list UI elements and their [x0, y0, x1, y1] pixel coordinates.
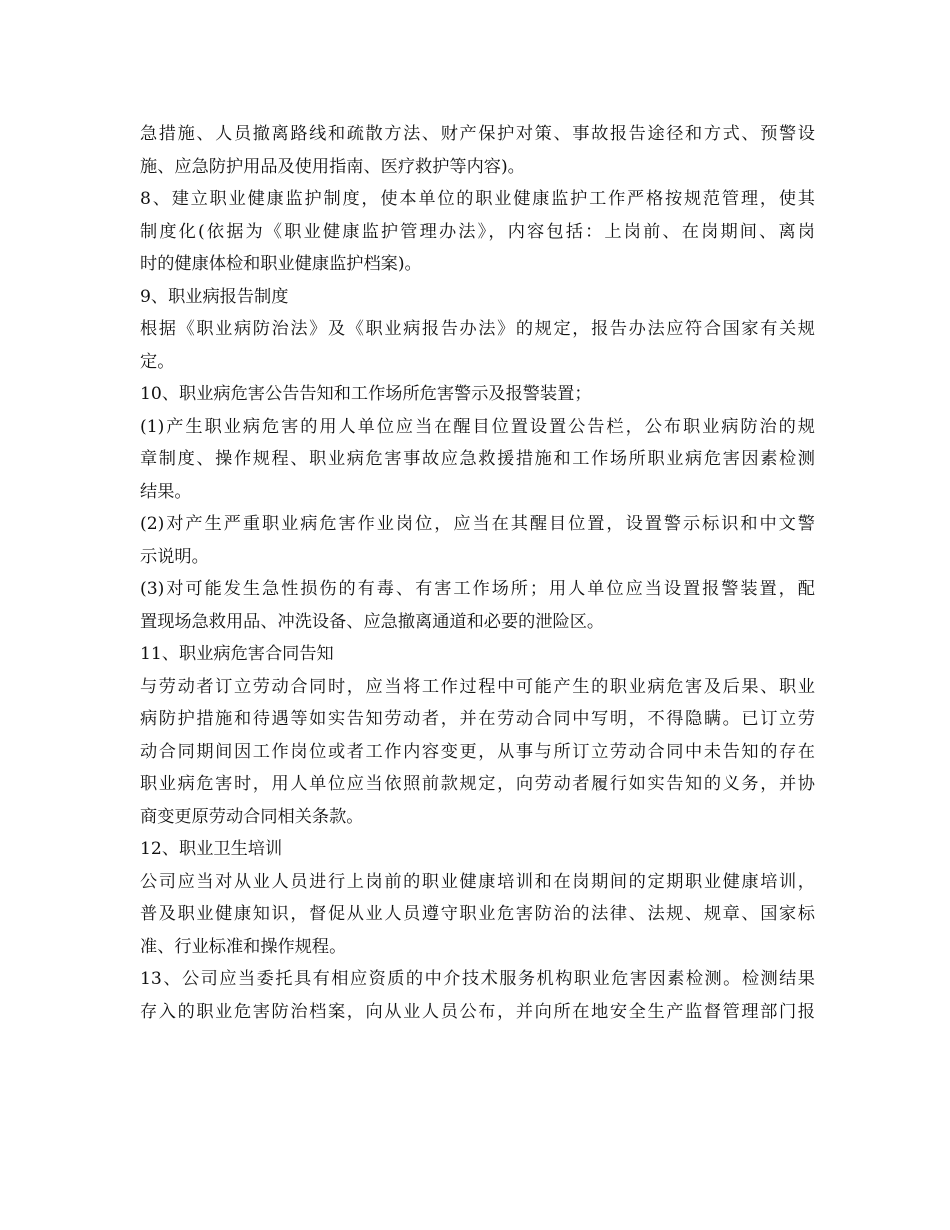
- text-line: 准、行业标准和操作规程。: [140, 936, 347, 957]
- text-line: 制度化(依据为《职业健康监护管理办法》，内容包括：上岗前、在岗期间、离岗: [140, 221, 815, 242]
- text-line: 公司应当对从业人员进行上岗前的职业健康培训和在岗期间的定期职业健康培训，: [140, 871, 815, 892]
- text-line: 存入的职业危害防治档案，向从业人员公布，并向所在地安全生产监督管理部门报: [140, 1001, 815, 1022]
- text-line: 动合同期间因工作岗位或者工作内容变更，从事与所订立劳动合同中未告知的存在: [140, 741, 815, 762]
- text-line: 根据《职业病防治法》及《职业病报告办法》的规定，报告办法应符合国家有关规: [140, 319, 815, 339]
- text-line: (3)对可能发生急性损伤的有毒、有害工作场所；用人单位应当设置报警装置，配: [140, 579, 815, 599]
- section-heading: 12、职业卫生培训: [140, 839, 283, 859]
- text-line: 职业病危害时，用人单位应当依照前款规定，向劳动者履行如实告知的义务，并协: [140, 774, 815, 794]
- text-line: 病防护措施和待遇等如实告知劳动者，并在劳动合同中写明，不得隐瞒。已订立劳: [140, 709, 815, 729]
- text-line: 置现场急救用品、冲洗设备、应急撤离通道和必要的泄险区。: [140, 611, 605, 632]
- text-line: 13、公司应当委托具有相应资质的中介技术服务机构职业危害因素检测。检测结果: [140, 969, 815, 989]
- text-line: 急措施、人员撤离路线和疏散方法、财产保护对策、事故报告途径和方式、预警设: [140, 124, 815, 144]
- text-line: 时的健康体检和职业健康监护档案)。: [140, 254, 422, 274]
- text-line: 示说明。: [140, 546, 209, 567]
- text-line: 施、应急防护用品及使用指南、医疗救护等内容)。: [140, 156, 525, 177]
- text-line: (1)产生职业病危害的用人单位应当在醒目位置设置公告栏，公布职业病防治的规: [140, 416, 815, 437]
- section-heading: 10、职业病危害公告告知和工作场所危害警示及报警装置；: [140, 384, 592, 404]
- text-line: 结果。: [140, 481, 192, 502]
- section-heading: 11、职业病危害合同告知: [140, 644, 334, 664]
- text-line: 与劳动者订立劳动合同时，应当将工作过程中可能产生的职业病危害及后果、职业: [140, 676, 815, 697]
- text-line: 商变更原劳动合同相关条款。: [140, 806, 364, 827]
- text-line: 定。: [140, 351, 175, 372]
- text-line: 普及职业健康知识，督促从业人员遵守职业危害防治的法律、法规、规章、国家标: [140, 904, 815, 924]
- text-line: 8、建立职业健康监护制度，使本单位的职业健康监护工作严格按规范管理，使其: [140, 189, 815, 209]
- text-line: (2)对产生严重职业病危害作业岗位，应当在其醒目位置，设置警示标识和中文警: [140, 514, 815, 534]
- document-body: [140, 118, 815, 1028]
- section-heading: 9、职业病报告制度: [140, 286, 289, 307]
- text-line: 章制度、操作规程、职业病危害事故应急救援措施和工作场所职业病危害因素检测: [140, 449, 815, 469]
